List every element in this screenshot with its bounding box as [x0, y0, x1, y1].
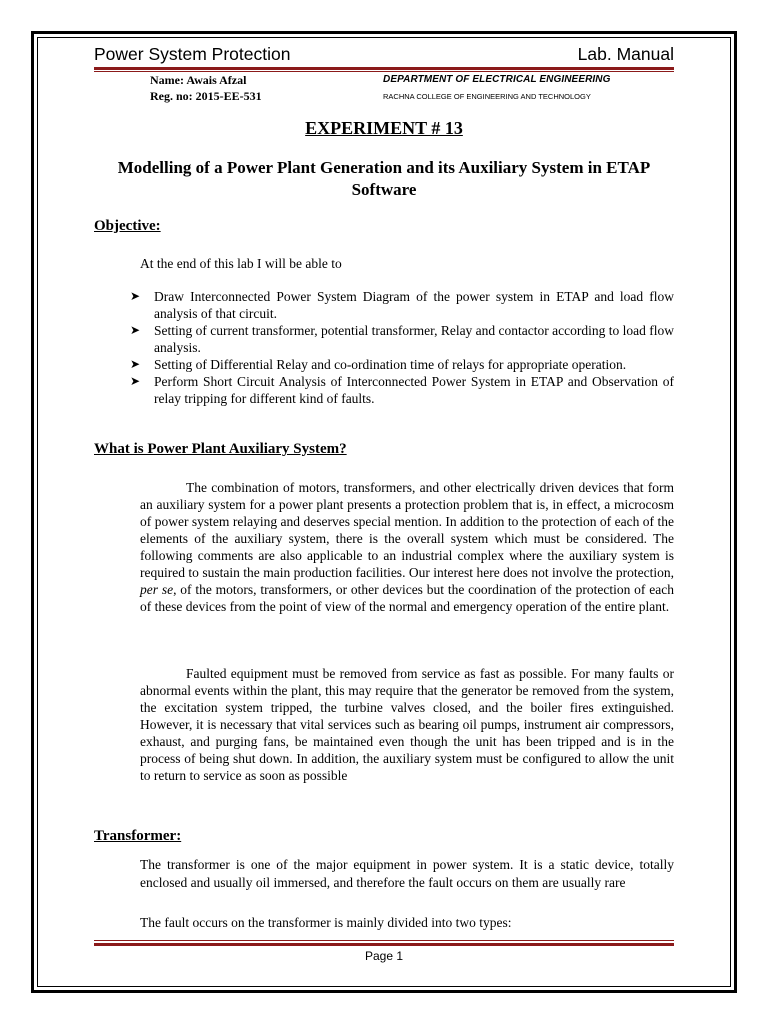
auxiliary-paragraph-1: The combination of motors, transformers, and other electrically driven devices that form an auxiliary system for a power plant presents a protection problem that is, in effect, a microcosm of power system relaying and deserves special mention. In addition to the protection of each of the elements of the auxiliary system, there is the overall system which must be considered. The following comments are also applicable to an industrial complex where the auxiliary system is required to sustain the main production facilities. Our interest here does not involve the protection, per se, of the motors, transformers, or other devices but the coordination of the protection of each of these devices from the point of view of the normal and emergency operation of the entire plant.	[140, 480, 674, 614]
arrow-bullet-icon: ➤	[130, 289, 141, 303]
objective-heading: Objective:	[94, 218, 161, 234]
arrow-bullet-icon: ➤	[130, 374, 141, 388]
page-header	[94, 44, 674, 66]
objective-list	[130, 288, 674, 407]
header-course-title: Power System Protection	[94, 44, 291, 64]
objective-intro: At the end of this lab I will be able to	[140, 256, 342, 271]
objective-item: ➤ Setting of current transformer, potential transformer, Relay and contactor according to load flow analysis.	[130, 323, 674, 355]
auxiliary-heading: What is Power Plant Auxiliary System?	[94, 441, 347, 457]
arrow-bullet-icon: ➤	[130, 357, 141, 371]
auxiliary-paragraph-2: Faulted equipment must be removed from service as fast as possible. For many faults or abnormal events within the plant, this may require that the generator be removed from the system, the excitation system tripped, the turbine valves closed, and the boiler fires extinguished. However, it is necessary that vital services such as bearing oil pumps, instrument air compressors, exhaust, and purging fans, be maintained even though the unit has been tripped and is in the process of being shut down. In addition, the auxiliary system must be configured to allow the unit to return to service as soon as possible	[140, 666, 674, 783]
student-reg-no: Reg. no: 2015-EE-531	[150, 89, 262, 103]
footer-rule-thick	[94, 943, 674, 946]
arrow-bullet-icon: ➤	[130, 323, 141, 337]
student-name: Name: Awais Afzal	[150, 73, 247, 87]
footer-rule-thin	[94, 940, 674, 941]
header-rule-thin	[94, 71, 674, 72]
header-rule-thick	[94, 67, 674, 70]
experiment-number: EXPERIMENT # 13	[305, 118, 463, 138]
objective-item: ➤ Setting of Differential Relay and co-ordination time of relays for appropriate operation.	[130, 357, 627, 372]
experiment-title: Modelling of a Power Plant Generation and its Auxiliary System in ETAP Software	[117, 158, 651, 199]
transformer-paragraph-2: The fault occurs on the transformer is mainly divided into two types:	[140, 915, 512, 930]
transformer-paragraph-1: The transformer is one of the major equipment in power system. It is a static device, totally enclosed and usually oil immersed, and therefore the fault occurs on them are usually rare	[140, 857, 674, 890]
department-name: DEPARTMENT OF ELECTRICAL ENGINEERING	[383, 74, 611, 85]
transformer-heading: Transformer:	[94, 828, 182, 844]
objective-item: ➤ Perform Short Circuit Analysis of Interconnected Power System in ETAP and Observation of relay tripping for different kind of faults.	[130, 374, 674, 406]
objective-item: ➤ Draw Interconnected Power System Diagram of the power system in ETAP and load flow analysis of that circuit.	[130, 289, 674, 321]
page-number: Page 1	[364, 949, 404, 963]
college-name: RACHNA COLLEGE OF ENGINEERING AND TECHNOLOGY	[383, 92, 591, 101]
header-manual-label: Lab. Manual	[577, 44, 674, 64]
